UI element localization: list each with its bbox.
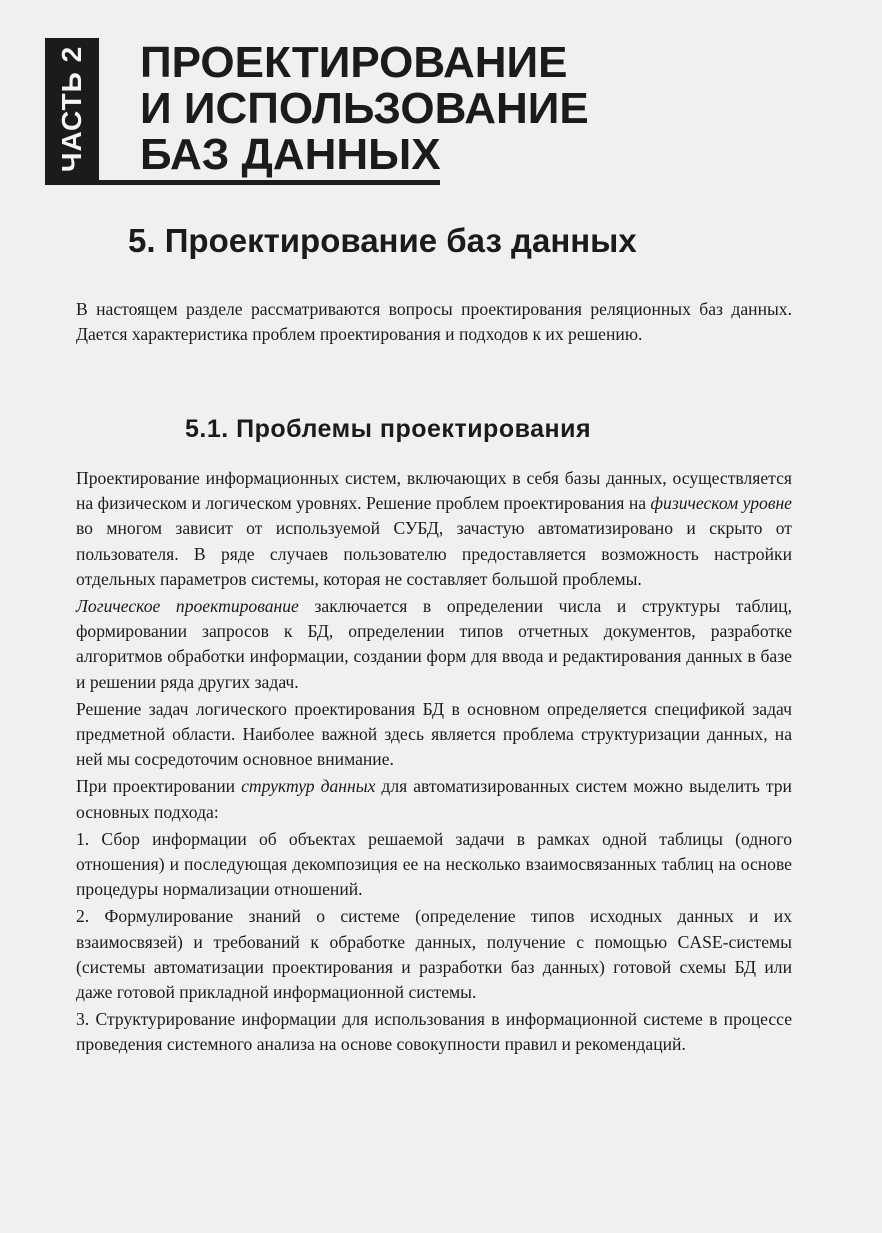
part-title-line-2: И ИСПОЛЬЗОВАНИЕ	[140, 84, 589, 133]
paragraph-4-text-b: для автоматизированных систем можно выделить три основных подхода:	[76, 776, 792, 822]
paragraph-1-emphasis: физическом уровне	[650, 493, 792, 514]
part-side-tab	[45, 38, 99, 180]
paragraph-4	[76, 774, 792, 824]
section-body	[76, 466, 792, 1060]
paragraph-1	[76, 466, 792, 592]
intro-block	[76, 297, 792, 347]
list-item-2: 2. Формулирование знаний о системе (определение типов исходных данных и их взаимосвязей) и требований к обработке данных, получение с помощью CASE-системы (системы автоматизации проектирования и разработки баз данных) готовой схемы БД или даже готовой прикладной информационной системы.	[76, 906, 792, 1003]
paragraph-4-text-a: При проектировании	[76, 776, 242, 797]
part-title-line-3: БАЗ ДАННЫХ	[140, 130, 441, 179]
section-heading: 5.1. Проблемы проектирования	[185, 415, 592, 443]
chapter-heading: 5. Проектирование баз данных	[128, 222, 637, 259]
paragraph-2-emphasis: Логическое проектирование	[76, 596, 299, 617]
part-title-line-1: ПРОЕКТИРОВАНИЕ	[140, 38, 568, 87]
list-item-3: 3. Структурирование информации для использования в информационной системе в процессе проведения системного анализа на основе совокупности правил и рекомендаций.	[76, 1009, 792, 1055]
paragraph-3: Решение задач логического проектирования БД в основном определяется спецификой задач предметной области. Наиболее важной здесь является проблема структуризации данных, на ней мы сосредоточим основное внимание.	[76, 698, 792, 770]
paragraph-2	[76, 594, 792, 695]
part-title	[140, 40, 589, 178]
paragraph-4-emphasis: структур данных	[241, 776, 376, 797]
paragraph-1-text-a: Проектирование информационных систем, включающих в себя базы данных, осуществляется на физическом и логическом уровнях. Решение проблем проектирования на	[76, 468, 792, 514]
title-underline	[45, 180, 440, 185]
part-tab-label: ЧАСТЬ 2	[56, 45, 87, 173]
paragraph-2-text: заключается в определении числа и структуры таблиц, формировании запросов к БД, определении типов отчетных документов, разработке алгоритмов обработки информации, создании форм для ввода и редактирования данных в базе и решении ряда других задач.	[76, 596, 792, 692]
list-item-1: 1. Сбор информации об объектах решаемой задачи в рамках одной таблицы (одного отношения) и последующая декомпозиция ее на несколько взаимосвязанных таблиц на основе процедуры нормализации отношений.	[76, 828, 792, 900]
paragraph-1-text-b: во многом зависит от используемой СУБД, зачастую автоматизировано и скрыто от пользователя. В ряде случаев пользователю предоставляется возможность настройки отдельных параметров системы, которая не составляет большой проблемы.	[76, 518, 792, 589]
intro-paragraph: В настоящем разделе рассматриваются вопросы проектирования реляционных баз данных. Дается характеристика проблем проектирования и подходов к их решению.	[76, 299, 792, 345]
